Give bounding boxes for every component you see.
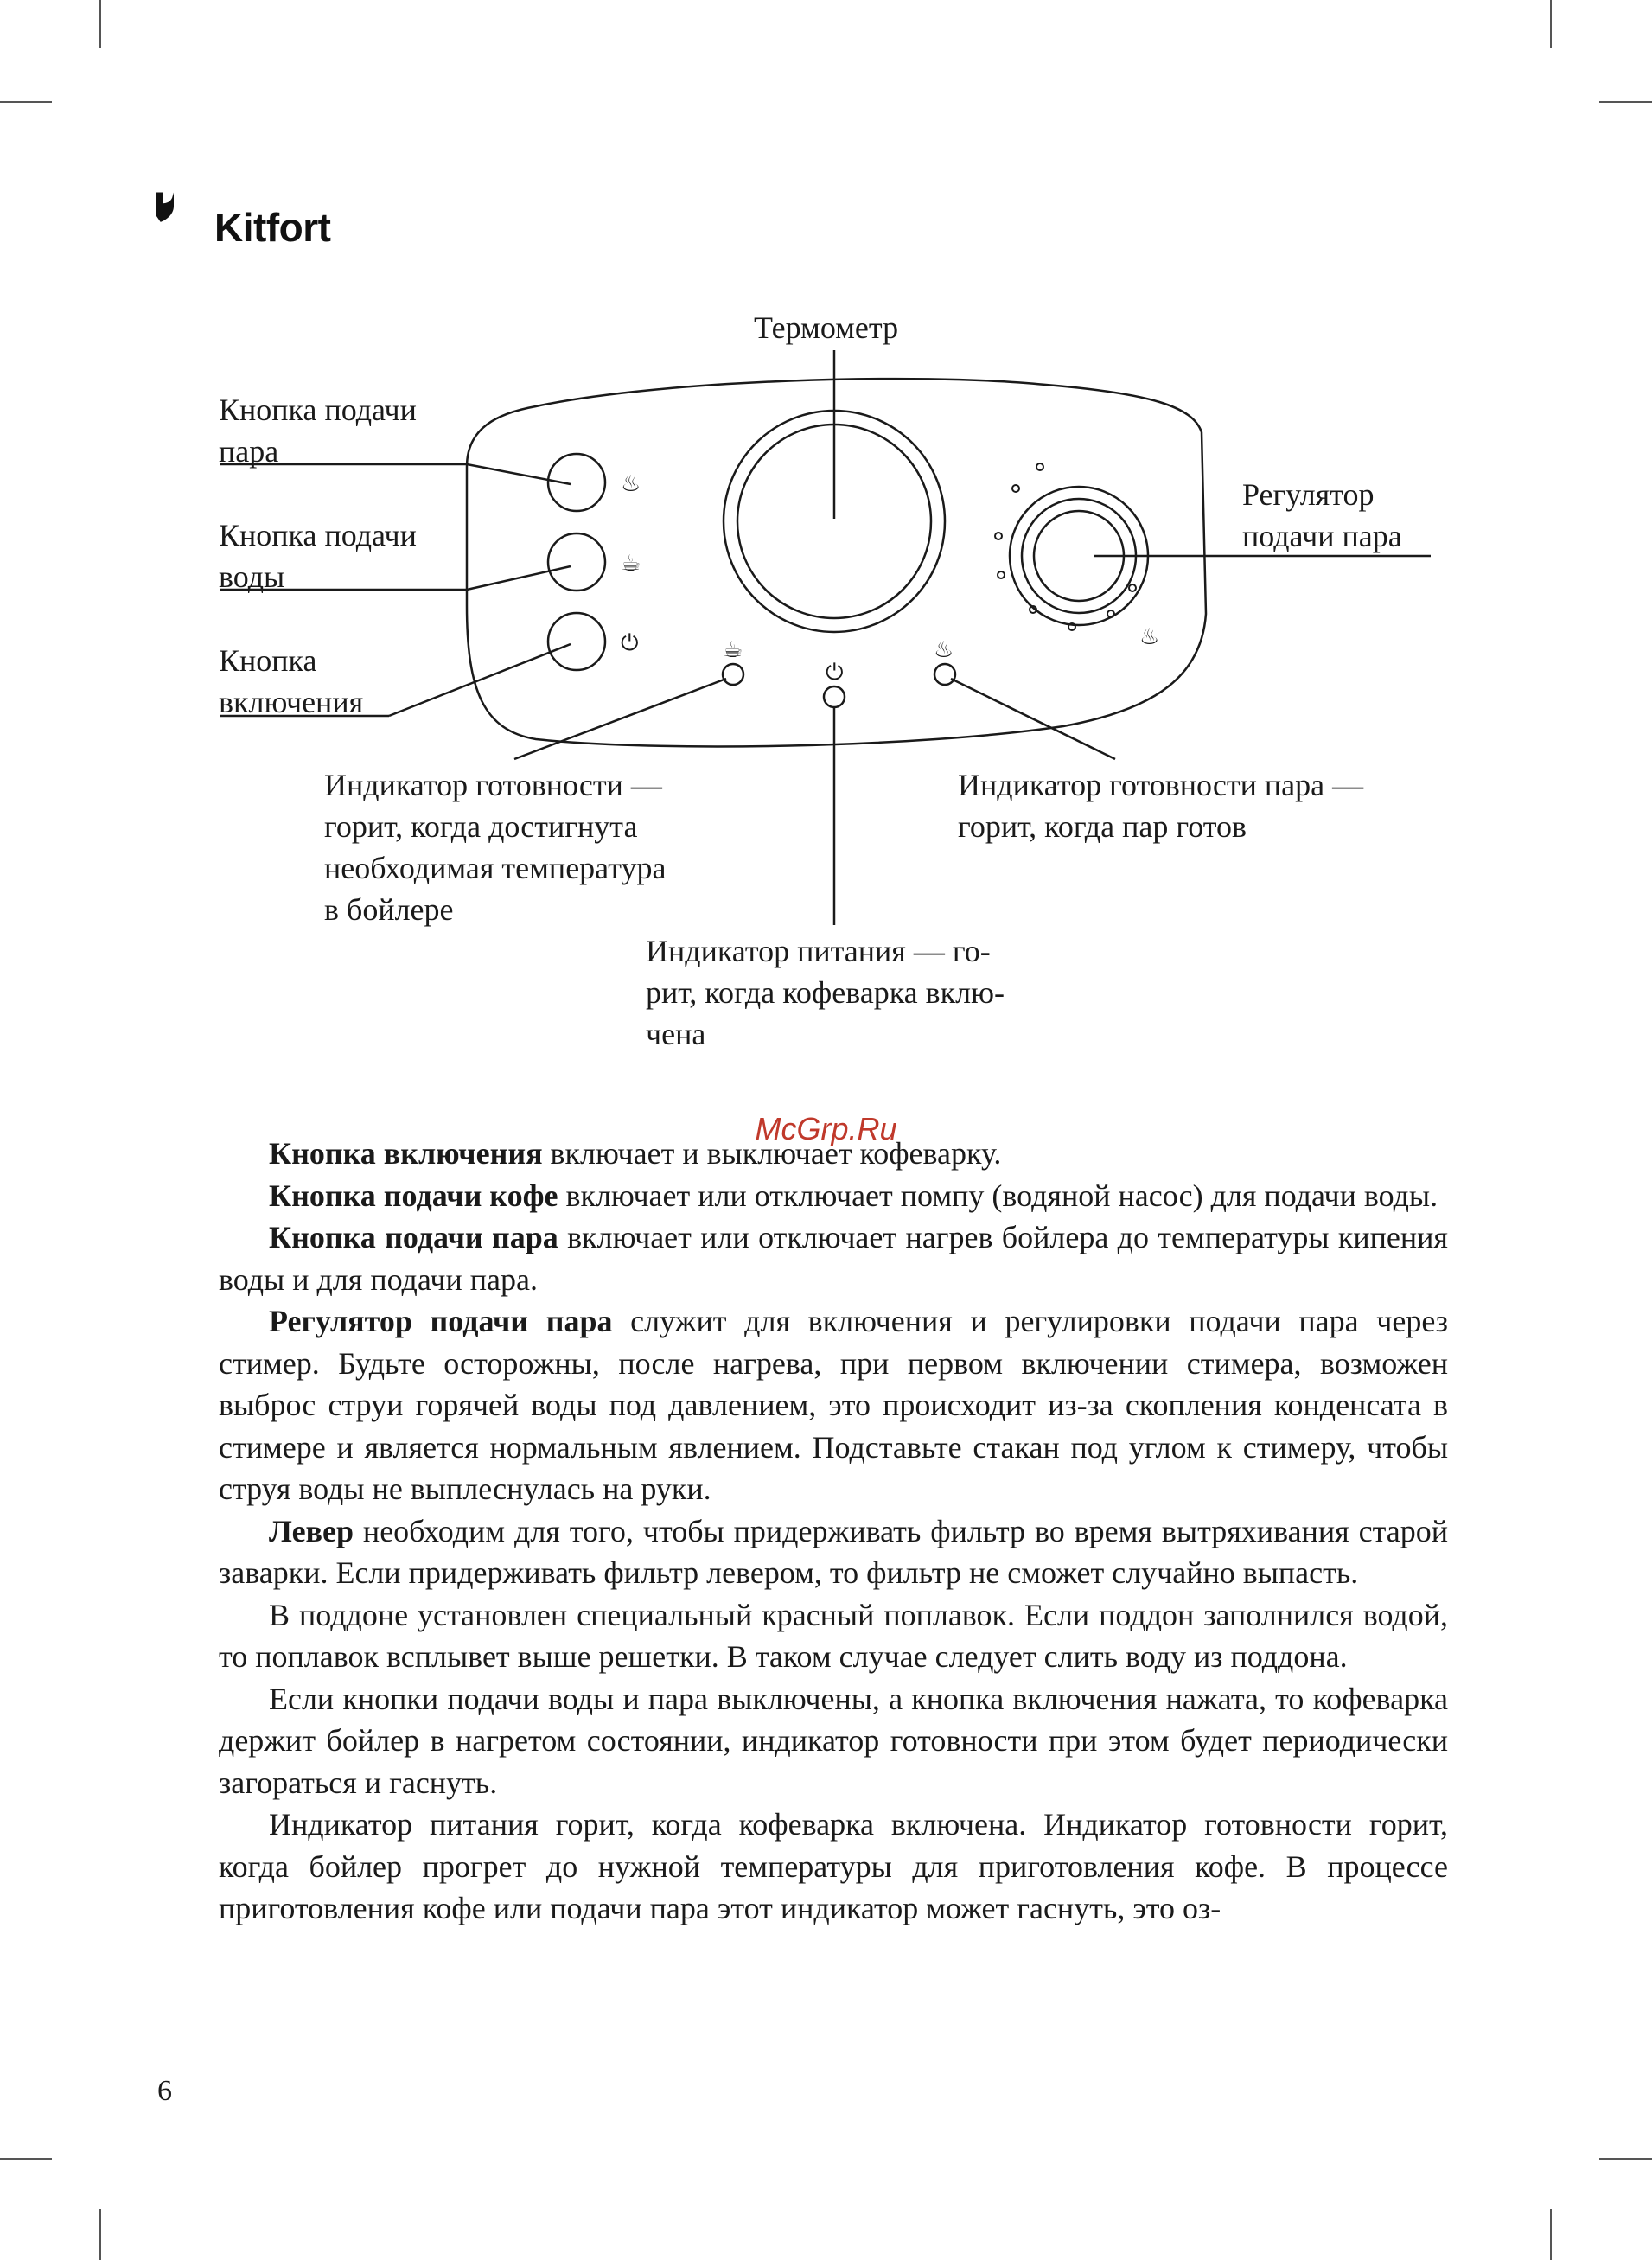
paragraph: Кнопка подачи пара включает или отключает нагрев бойлера до температуры кипения воды и для подачи пара. (219, 1220, 1448, 1297)
paragraph: Регулятор подачи пара служит для включения и регулировки подачи пара через стимер. Будьте осторожны, после нагрева, при первом включении стимера, возможен выброс струи горячей воды под давлением, это происходит из-за скопления конденсата в стимере и является нормальным явлением. Подставьте стакан под углом к стимеру, чтобы струя воды не выплеснулась на руки. (219, 1304, 1448, 1506)
watermark: McGrp.Ru (755, 1111, 897, 1146)
water-button-label: Кнопка подачи воды (219, 518, 417, 594)
steam-button-label: Кнопка подачи пара (219, 393, 417, 469)
panel-outline (467, 379, 1206, 746)
steam-icon: ♨ (621, 471, 641, 497)
power-icon: ⏻ (826, 660, 844, 686)
steam-ready-indicator-shape (934, 664, 955, 685)
thermometer-label: Термометр (754, 310, 899, 345)
page-number: 6 (157, 2075, 172, 2107)
paragraph: Индикатор питания горит, когда кофеварка включена. Индикатор готовности горит, когда бойлер прогрет до нужной температуры для приготовления кофе. В процессе приготовления кофе или подачи пара этот индикатор может гаснуть, это оз- (219, 1807, 1448, 1925)
power-button-label: Кнопка включения (219, 643, 364, 719)
crop-mark (1550, 2209, 1552, 2260)
cup-icon: ☕ (621, 551, 641, 577)
power-indicator-label: Индикатор питания — го- рит, когда кофеварка вклю- чена (646, 934, 1005, 1051)
paragraph: Кнопка подачи кофе включает или отключает помпу (водяной насос) для подачи воды. (269, 1178, 1438, 1213)
paragraph: В поддоне установлен специальный красный поплавок. Если поддон заполнился водой, то поплавок всплывет выше решетки. В таком случае следует слить воду из поддона. (219, 1597, 1448, 1674)
power-icon: ⏻ (621, 630, 639, 656)
brand-name: Kitfort (214, 205, 331, 250)
paragraph: Левер необходим для того, чтобы придерживать фильтр во время вытряхивания старой заварки. Если придерживать фильтр левером, то фильтр не сможет случайно выпасть. (219, 1513, 1448, 1590)
water-button-shape (548, 533, 605, 591)
power-button-shape (548, 613, 605, 670)
cup-icon: ☕ (723, 637, 743, 663)
steam-icon: ♨ (1139, 624, 1160, 650)
steam-icon: ♨ (934, 637, 954, 663)
body-text (219, 1133, 1448, 1930)
ready-indicator-label: Индикатор готовности — горит, когда достигнута необходимая температура в бойлере (324, 768, 667, 927)
steam-regulator-label: Регулятор подачи пара (1242, 477, 1402, 553)
ready-indicator-shape (723, 664, 743, 685)
crop-mark (99, 2209, 101, 2260)
steam-ready-indicator-label: Индикатор готовности пара — горит, когда пар готов (958, 768, 1364, 844)
power-indicator-shape (824, 686, 845, 707)
crop-mark (0, 2158, 52, 2160)
crop-mark (1599, 2158, 1652, 2160)
paragraph: Если кнопки подачи воды и пара выключены, а кнопка включения нажата, то кофеварка держит бойлер в нагретом состоянии, индикатор готовности при этом будет периодически загораться и гаснуть. (219, 1681, 1448, 1800)
paragraph: Кнопка включения включает и выключает кофеварку. (269, 1136, 1002, 1171)
